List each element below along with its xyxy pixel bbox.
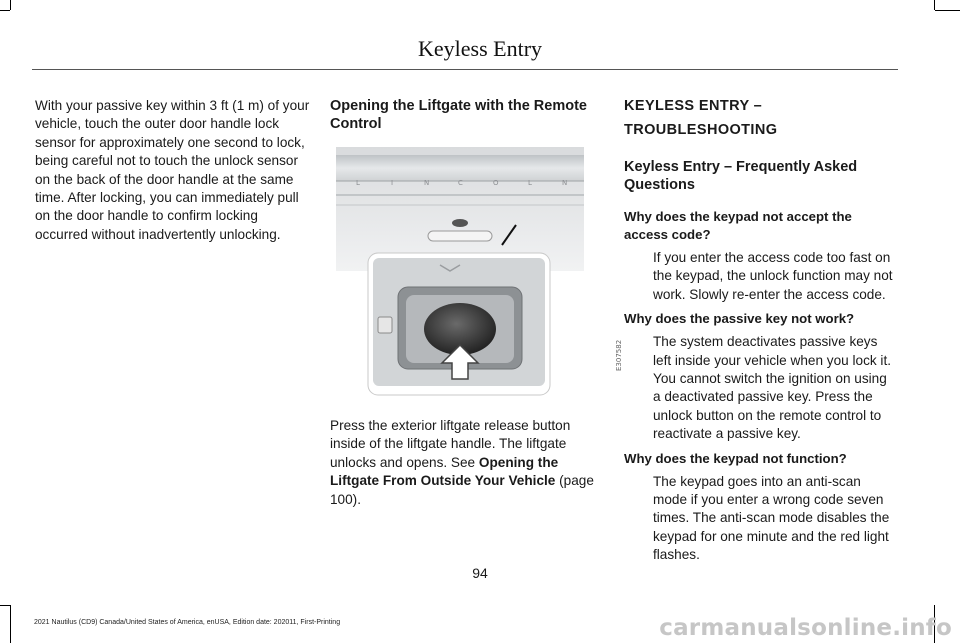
page-header-title: Keyless Entry (417, 36, 543, 61)
faq-question: Why does the passive key not work? (624, 311, 855, 327)
liftgate-release-figure (336, 147, 623, 397)
site-watermark: carmanualsonline.info (659, 615, 952, 641)
crop-mark-top-left-h (0, 10, 10, 11)
passive-key-lock-paragraph: With your passive key within 3 ft (1 m) of your vehicle, touch the outer door handle lock sensor for approximately one second to lock, being careful not to touch the unlock sensor on the back of the door handle at the same time. After locking, you can immediately pull on the door handle to confirm locking occurred without inadvertently unlocking. (35, 98, 310, 242)
badge-letter: L (528, 179, 532, 187)
badge-letter: I (391, 179, 394, 187)
liftgate-text: Press the exterior liftgate release button inside of the liftgate handle. The liftgate unlocks and opens. See (330, 418, 571, 470)
faq-answer: The system deactivates passive keys left inside your vehicle when you lock it. You cannot switch the ignition on using a deactivated passive key. Press the unlock button on the remote control to reactivate a passive key. (653, 334, 892, 442)
liftgate-cross-reference-link[interactable]: Opening the Liftgate From Outside Your Vehicle (330, 454, 559, 489)
liftgate-heading: Opening the Liftgate with the Remote Control (330, 98, 587, 132)
troubleshooting-heading (624, 97, 896, 139)
rear-camera (452, 219, 468, 227)
crop-mark-bottom-left-v (10, 605, 11, 643)
figure-code: E307582 (615, 339, 623, 371)
badge-letter: C (458, 179, 463, 187)
faq-answer: The keypad goes into an anti-scan mode if you enter a wrong code seven times. The anti-scan mode disables the keypad for one minute and the red light flashes. (653, 473, 890, 563)
crop-mark-top-right-v (934, 0, 935, 10)
liftgate-garnish (336, 155, 584, 181)
badge-letter: L (356, 179, 360, 187)
troubleshooting-heading-line2: TROUBLESHOOTING (624, 122, 778, 138)
badge-letter: N (562, 179, 568, 187)
badge-letter: O (493, 179, 499, 187)
liftgate-paragraph (330, 417, 600, 509)
column-2 (330, 97, 600, 133)
page-number: 94 (472, 565, 488, 581)
header-divider (32, 69, 898, 70)
license-lamp (428, 231, 492, 241)
column-2-lower (330, 417, 600, 509)
crop-mark-top-right-h (935, 10, 960, 11)
troubleshooting-heading-line1: KEYLESS ENTRY – (624, 98, 763, 114)
faq-answer: If you enter the access code too fast on the keypad, the unlock function may not work. Slowly re-enter the access code. (653, 250, 893, 302)
column-1 (35, 97, 310, 244)
faq-heading: Keyless Entry – Frequently Asked Questions (624, 159, 858, 193)
edition-footer: 2021 Nautilus (CD9) Canada/United States of America, enUSA, Edition date: 202011, First-Printing (34, 619, 341, 626)
badge-letter: N (424, 179, 430, 187)
liftgate-page-ref: (page 100). (330, 473, 594, 507)
faq-question: Why does the keypad not accept the access code? (624, 209, 852, 242)
column-3 (624, 97, 896, 565)
faq-question: Why does the keypad not function? (624, 450, 847, 466)
crop-mark-top-left-v (10, 0, 11, 10)
crop-mark-bottom-left-h (0, 605, 10, 606)
